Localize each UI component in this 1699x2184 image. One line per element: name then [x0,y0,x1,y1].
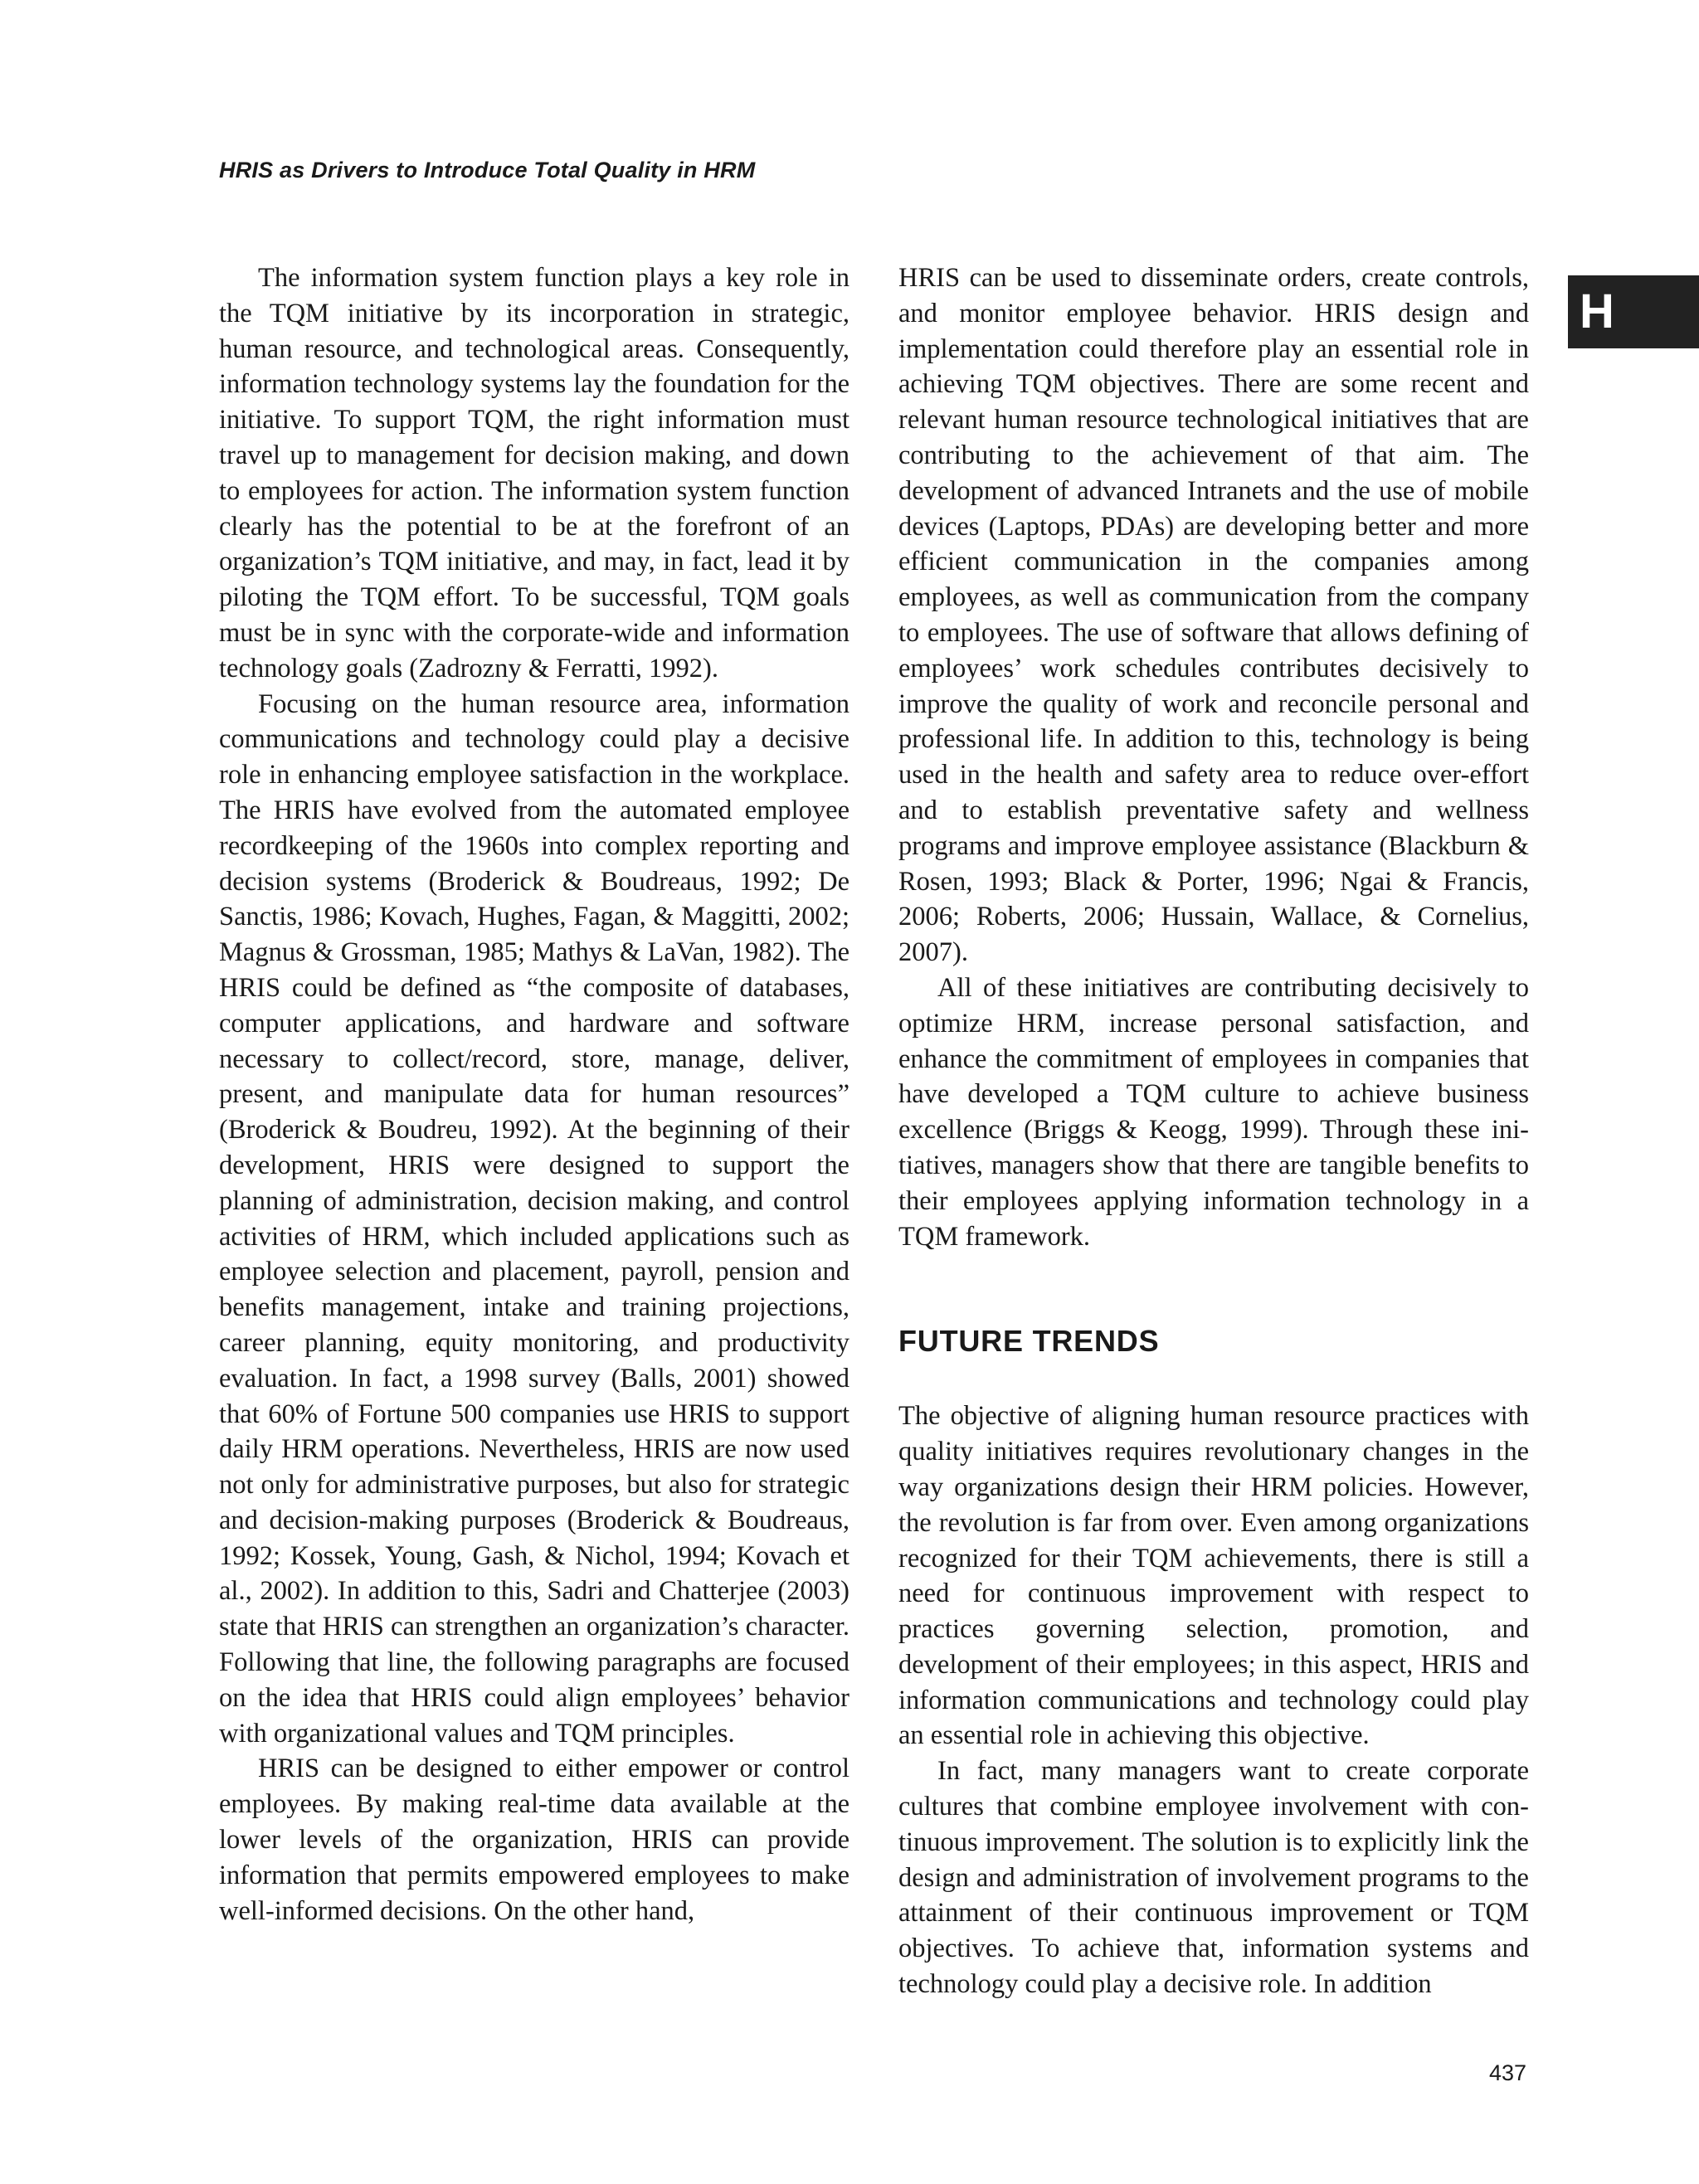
thumb-tab [1568,275,1699,348]
paragraph: All of these initiatives are contributing decisively to optimize HRM, increase personal satisfaction, and enhance the commitment of employees in companies that have developed a TQM culture to achieve business excellence (Briggs & Keogg, 1999). Through these initiatives, managers show that there are tangible benefits to their employees applying information technology in a TQM framework. [898,972,1529,1252]
paragraph: In fact, many managers want to create corporate cultures that combine employee involvement with continuous improvement. The solution is to explicitly link the design and administration of involvement programs to the attainment of their continuous improvement or TQM objectives. To achieve that, information systems and technology could play a decisive role. In addition [898,1756,1529,2000]
paragraph: The information system function plays a key role in the TQM initiative by its incorporation in strategic, human resource, and technological areas. Consequently, information technology systems lay the foundation for the initiative. To support TQM, the right information must travel up to management for decision making, and down to employees for action. The information system function clearly has the potential to be at the forefront of an organization’s TQM initiative, and may, in fact, lead it by piloting the TQM effort. To be successful, TQM goals must be in sync with the corporate-wide and information technology goals (Zadrozny & Ferratti, 1992). [219,263,850,683]
paragraph: HRIS can be used to disseminate orders, create controls, and monitor employee behavior. HRIS design and implementation could therefore play an essential role in achieving TQM objectives. There are some recent and relevant human resource technological initiatives that are contributing to the achievement of that aim. The development of advanced Intranets and the use of mobile devices (Laptops, PDAs) are developing better and more efficient communication in the companies among employees, as well as communication from the company to employees. The use of software that allows defining of employees’ work schedules contributes decisively to improve the quality of work and reconcile personal and professional life. In addition to this, technology is being used in the health and safety area to reduce over-effort and to establish preventative safety and wellness programs and improve employee assistance (Blackburn & Rosen, 1993; Black & Porter, 1996; Ngai & Francis, 2006; Roberts, 2006; Hussain, Wallace, & Cornelius, 2007). [898,263,1529,968]
paragraph: The objective of aligning human resource practices with quality initiatives requires revolutionary changes in the way organizations design their HRM policies. However, the revolution is far from over. Even among organizations recognized for their TQM achievements, there is still a need for continuous improvement with respect to practices governing selection, promotion, and development of their employees; in this aspect, HRIS and information communications and technology could play an essential role in achieving this objective. [898,1401,1529,1751]
paragraph: HRIS can be designed to either empower or control employees. By making real-time data available at the lower levels of the organization, HRIS can provide information that permits empowered employees to make well-informed decisions. On the other hand, [219,1754,850,1926]
paragraph: Focusing on the human resource area, information communications and technology could play a decisive role in enhancing employee satisfaction in the workplace. The HRIS have evolved from the automated employee recordkeeping of the 1960s into complex reporting and decision systems (Broderick & Boudreaus, 1992; De Sanctis, 1986; Kovach, Hughes, Fagan, & Maggitti, 2002; Magnus & Grossman, 1985; Mathys & LaVan, 1982). The HRIS could be defined as “the composite of databases, computer applications, and hardware and software necessary to collect/record, store, manage, deliver, present, and manipulate data for human resources” (Broderick & Boudreu, 1992). At the beginning of their development, HRIS were designed to support the planning of administration, decision making, and control activities of HRM, which included applications such as employee selection and placement, payroll, pension and benefits management, intake and training projections, career planning, equity monitoring, and productivity evaluation. In fact, a 1998 survey (Balls, 2001) showed that 60% of Fortune 500 companies use HRIS to support daily HRM operations. Nevertheless, HRIS are now used not only for administrative purposes, but also for strategic and decision-making purposes (Broderick & Boudreaus, 1992; Kossek, Young, Gash, & Nichol, 1994; Kovach et al., 2002). In addition to this, Sadri and Chatterjee (2003) state that HRIS can strengthen an organization’s character. Following that line, the following paragraphs are focused on the idea that HRIS could align employees’ behavior with organizational values and TQM principles. [219,688,850,1749]
right-column [898,260,1529,2002]
running-head: HRIS as Drivers to Introduce Total Quality in HRM [219,158,756,182]
left-column [219,260,850,1929]
section-heading: FUTURE TRENDS [898,1324,1160,1359]
thumb-tab-letter: H [1580,285,1614,338]
page-number: 437 [1489,2060,1527,2085]
